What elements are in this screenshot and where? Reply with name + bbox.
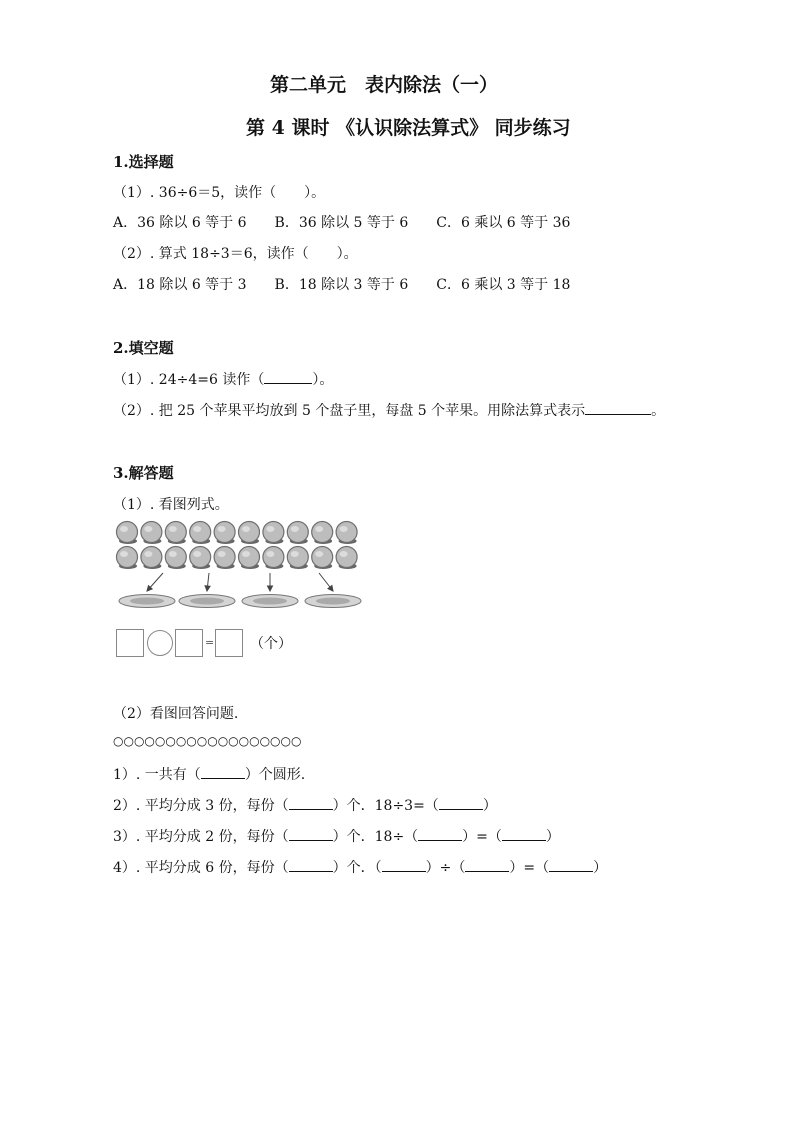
peach-icon [239,522,260,543]
section-heading-answer: 3.解答题 [113,464,174,482]
peach-highlight [242,526,250,532]
sub-question-2-end: ） [482,798,497,814]
question-3-1: （1）. 看图列式。 [113,497,229,513]
peach-icon [336,547,357,568]
plate-inner [190,598,224,605]
sub-question-1-end: ）个圆形. [244,767,306,783]
peach-icon [141,522,162,543]
peach-highlight [120,526,128,532]
question-1-2-options: A．18 除以 6 等于 3 B．18 除以 3 等于 6 C．6 乘以 3 等于 18 [113,277,571,293]
arrow-head [268,586,273,591]
sub-question-3-mid1: ）个．18÷（ [332,829,419,845]
question-1-1: （1）. 36÷6＝5，读作（ ）。 [113,185,326,201]
equation-equals: = [205,636,215,649]
equation-box-dividend[interactable] [116,629,144,657]
peach-highlight [120,551,128,557]
sub-question-4-mid3: ）=（ [509,860,550,876]
peach-icon [214,547,235,568]
peach-highlight [169,551,177,557]
sub-question-4-mid2: ）÷（ [425,860,466,876]
peach-highlight [291,526,299,532]
peach-highlight [266,551,274,557]
plate-inner [316,598,350,605]
peach-icon [263,522,284,543]
peach-icon [287,522,308,543]
sub-question-1 [113,764,305,784]
sub-question-4-text: 4）. 平均分成 6 份，每份（ [113,860,289,876]
sub-question-2-mid: ）个．18÷3=（ [332,798,439,814]
sub-question-3-mid2: ）=（ [462,829,502,845]
sub-question-2-text: 2）. 平均分成 3 份，每份（ [113,798,289,814]
peach-icon [287,547,308,568]
peach-highlight [315,551,323,557]
answer-blank[interactable] [549,857,593,872]
peach-icon [214,522,235,543]
peach-highlight [218,551,226,557]
page-title: 第二单元 表内除法（一） [270,74,499,96]
question-1-2: （2）. 算式 18÷3＝6，读作（ ）。 [113,246,358,262]
peach-icon [141,547,162,568]
peach-icon [239,547,260,568]
equation-box-divisor[interactable] [175,629,203,657]
equation-operator-circle[interactable] [147,630,173,656]
question-2-2-end: 。 [651,403,666,419]
sub-question-3-end: ） [545,829,560,845]
sub-question-3-text: 3）. 平均分成 2 份，每份（ [113,829,289,845]
plate-inner [130,598,164,605]
peach-highlight [315,526,323,532]
peach-highlight [340,526,348,532]
peach-highlight [242,551,250,557]
answer-blank[interactable] [465,857,509,872]
section-heading-fill: 2.填空题 [113,339,174,357]
answer-blank[interactable] [289,795,333,810]
equation-unit: （个） [250,636,292,652]
answer-blank[interactable] [585,400,651,415]
answer-blank[interactable] [264,369,312,384]
peach-icon [117,522,138,543]
peach-highlight [266,526,274,532]
page-subtitle: 第 4 课时 《认识除法算式》 同步练习 [246,117,571,139]
sub-question-1-text: 1）. 一共有（ [113,767,201,783]
peach-highlight [193,551,201,557]
question-2-1-end: ）。 [312,372,334,388]
peach-highlight [291,551,299,557]
arrow-head [205,586,210,591]
peach-icon [312,522,333,543]
peach-highlight [144,526,152,532]
answer-blank[interactable] [439,795,483,810]
answer-blank[interactable] [289,826,333,841]
answer-blank[interactable] [418,826,462,841]
equation-box-result[interactable] [215,629,243,657]
sub-question-4-end: ） [593,860,608,876]
plate-inner [253,598,287,605]
answer-blank[interactable] [502,826,546,841]
sub-question-4 [113,857,607,877]
peach-icon [165,547,186,568]
peach-icon [336,522,357,543]
question-1-1-options: A．36 除以 6 等于 6 B．36 除以 5 等于 6 C．6 乘以 6 等于 36 [113,215,571,231]
circle-row: ○○○○○○○○○○○○○○○○○○ [113,734,302,748]
peach-highlight [144,551,152,557]
peach-icon [165,522,186,543]
question-2-2 [113,400,665,420]
sub-question-2 [113,795,497,815]
peach-icon [190,547,211,568]
sub-question-3 [113,826,560,846]
answer-blank[interactable] [382,857,426,872]
peach-icon [312,547,333,568]
sub-question-4-mid1: ）个．（ [332,860,382,876]
answer-blank[interactable] [289,857,333,872]
peach-highlight [193,526,201,532]
peach-highlight [218,526,226,532]
peach-icon [117,547,138,568]
peach-icon [263,547,284,568]
peach-highlight [340,551,348,557]
question-2-1-text: （1）. 24÷4=6 读作（ [113,372,265,388]
question-2-1 [113,369,333,389]
answer-blank[interactable] [201,764,245,779]
peach-highlight [169,526,177,532]
question-2-2-text: （2）. 把 25 个苹果平均放到 5 个盘子里，每盘 5 个苹果。用除法算式表示 [113,403,586,419]
peaches-plates-illustration [115,519,367,615]
section-heading-choice: 1.选择题 [113,153,174,171]
arrow-head [328,586,333,591]
peach-icon [190,522,211,543]
question-3-2: （2）看图回答问题. [113,706,239,722]
